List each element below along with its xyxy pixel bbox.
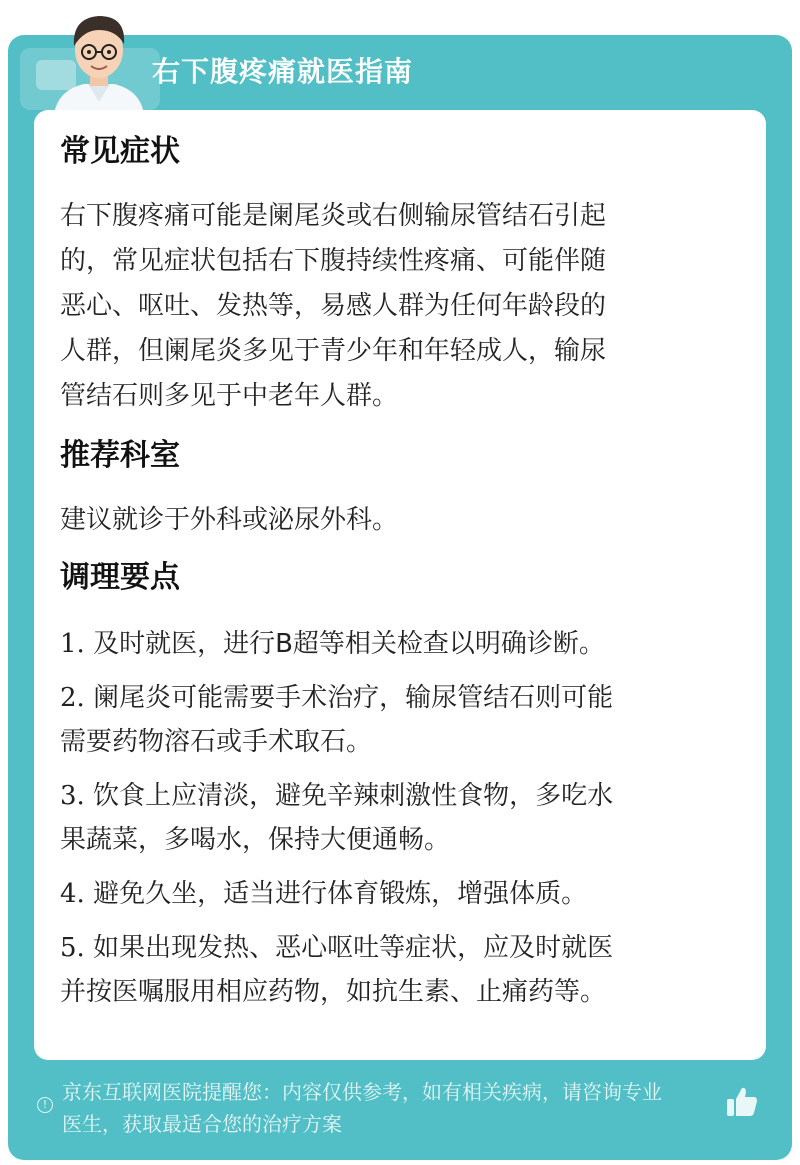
care-item-4: [60, 872, 740, 916]
item-text: 如果出现发热、恶心呕吐等症状，应及时就医: [93, 933, 614, 963]
symptoms-line: 恶心、呕吐、发热等，易感人群为任何年龄段的: [60, 291, 607, 321]
item-text: 避免久坐，适当进行体育锻炼，增强体质。: [93, 879, 588, 909]
info-icon: !: [37, 1097, 53, 1113]
item-number: 3.: [60, 781, 85, 811]
symptoms-line: 的，常见症状包括右下腹持续性疼痛、可能伴随: [60, 246, 607, 276]
care-item-2-cont: 需要药物溶石或手术取石。: [60, 727, 373, 757]
item-number: 5.: [60, 933, 85, 963]
symptoms-line: 管结石则多见于中老年人群。: [60, 381, 399, 411]
item-number: 2.: [60, 683, 85, 713]
page-title: 右下腹疼痛就医指南: [152, 55, 414, 88]
item-number: 4.: [60, 879, 85, 909]
doctor-avatar: [44, 6, 154, 114]
care-item-3-cont: 果蔬菜，多喝水，保持大便通畅。: [60, 825, 451, 855]
section-title-symptoms: 常见症状: [60, 134, 180, 169]
item-number: 1.: [60, 629, 85, 659]
care-item-3: [60, 774, 740, 818]
care-item-5: [60, 926, 740, 970]
symptoms-line: 右下腹疼痛可能是阑尾炎或右侧输尿管结石引起: [60, 201, 607, 231]
care-item-2: [60, 676, 740, 720]
item-text: 阑尾炎可能需要手术治疗，输尿管结石则可能: [93, 683, 614, 713]
care-item-1: [60, 622, 740, 666]
thumbs-up-icon[interactable]: [724, 1084, 760, 1120]
item-text: 及时就医，进行B超等相关检查以明确诊断。: [93, 629, 605, 659]
footer-disclaimer: [62, 1076, 730, 1140]
symptoms-line: 人群，但阑尾炎多见于青少年和年轻成人，输尿: [60, 336, 607, 366]
care-item-5-cont: 并按医嘱服用相应药物，如抗生素、止痛药等。: [60, 977, 607, 1007]
footer-line: 京东互联网医院提醒您：内容仅供参考，如有相关疾病，请咨询专业: [62, 1080, 662, 1104]
content-area: [60, 130, 740, 1014]
footer-line: 医生，获取最适合您的治疗方案: [62, 1112, 342, 1136]
section-title-department: 推荐科室: [60, 438, 180, 473]
item-text: 饮食上应清淡，避免辛辣刺激性食物，多吃水: [93, 781, 614, 811]
section-title-care: 调理要点: [60, 560, 180, 595]
department-text: 建议就诊于外科或泌尿外科。: [60, 505, 399, 535]
